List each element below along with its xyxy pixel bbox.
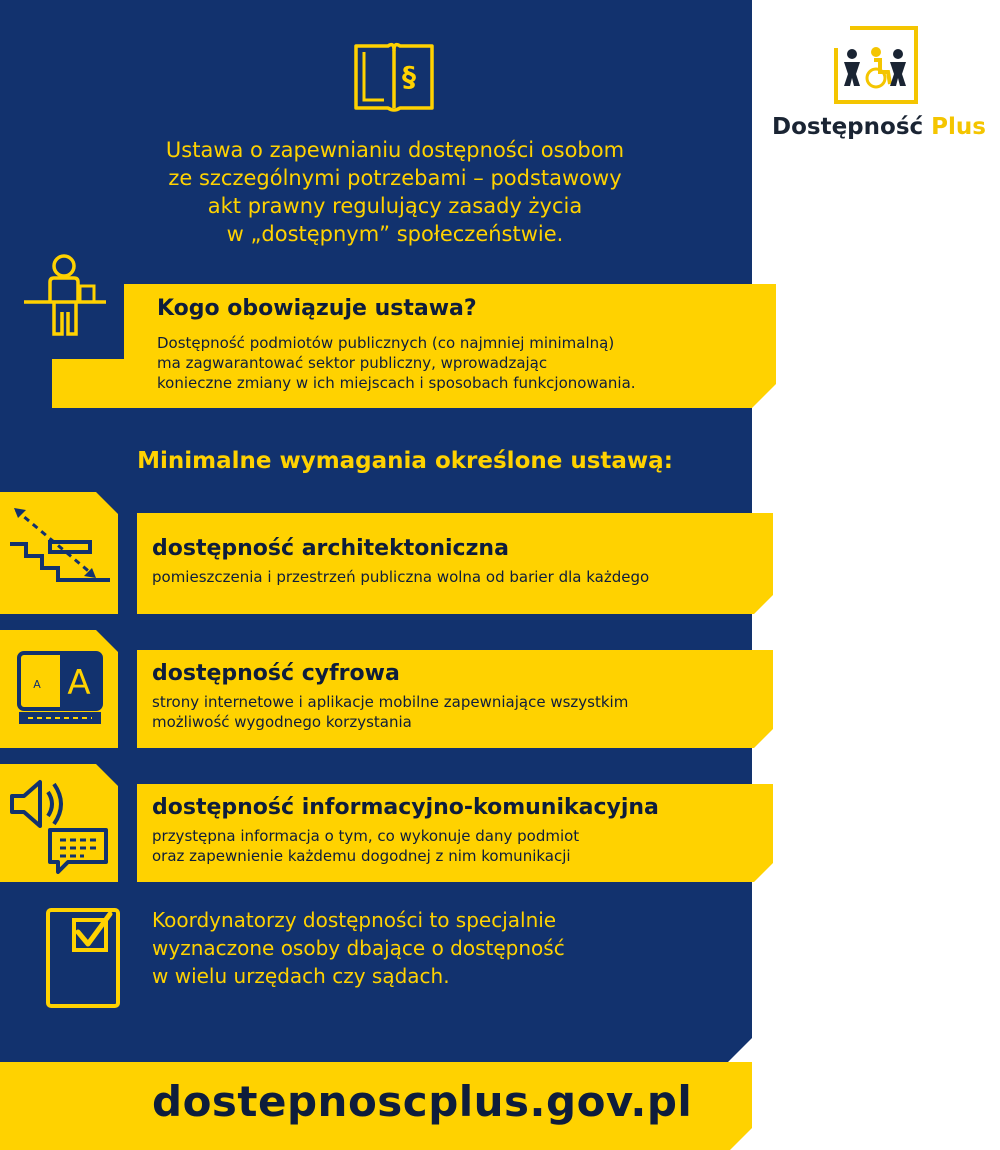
kogo-line: ma zagwarantować sektor publiczny, wprowadzając: [157, 354, 548, 372]
person-at-desk-icon: [20, 252, 112, 344]
monitor-font-icon: [16, 650, 104, 728]
kogo-title: Kogo obowiązuje ustawa?: [157, 296, 477, 321]
coordinators-line: wyznaczone osoby dbające o dostępność: [152, 936, 565, 960]
logo-wordmark: [772, 114, 986, 140]
paragraph-symbol: §: [402, 60, 416, 93]
requirement-line: przystępna informacja o tym, co wykonuje dany podmiot: [152, 827, 580, 845]
website-link[interactable]: dostepnoscplus.gov.pl: [152, 1077, 693, 1126]
minimal-requirements-heading: Minimalne wymagania określone ustawą:: [137, 448, 673, 474]
kogo-line: konieczne zmiany w ich miejscach i sposobach funkcjonowania.: [157, 374, 636, 392]
requirement-description-architecture: [152, 567, 752, 587]
logo-word-dostepnosc: Dostępność: [772, 114, 924, 140]
requirement-description-digital: [152, 692, 752, 732]
book-paragraph-icon: [348, 38, 440, 118]
small-letter: A: [33, 678, 41, 691]
requirement-line: oraz zapewnienie każdemu dogodnej z nim komunikacji: [152, 847, 571, 865]
coordinators-line: w wielu urzędach czy sądach.: [152, 964, 450, 988]
coordinators-text: [152, 906, 712, 990]
logo-word-plus: Plus: [931, 114, 986, 140]
accessibility-people-logo-icon: [830, 24, 920, 106]
speaker-chat-icon: [8, 774, 112, 874]
information-icon-tile: [0, 764, 118, 882]
intro-text: [120, 136, 670, 248]
kogo-line: Dostępność podmiotów publicznych (co najmniej minimalną): [157, 334, 615, 352]
requirement-line: pomieszczenia i przestrzeń publiczna wolna od barier dla każdego: [152, 568, 650, 586]
intro-line: ze szczególnymi potrzebami – podstawowy: [168, 166, 622, 190]
architecture-icon-tile: [0, 492, 118, 614]
requirement-description-information: [152, 826, 752, 866]
digital-icon-tile: [0, 630, 118, 748]
intro-line: Ustawa o zapewnianiu dostępności osobom: [165, 138, 625, 162]
requirement-line: strony internetowe i aplikacje mobilne zapewniające wszystkim: [152, 693, 629, 711]
requirement-title-digital: dostępność cyfrowa: [152, 661, 400, 686]
requirement-line: możliwość wygodnego korzystania: [152, 713, 412, 731]
requirement-title-information: dostępność informacyjno-komunikacyjna: [152, 795, 659, 820]
requirement-title-architecture: dostępność architektoniczna: [152, 536, 509, 561]
stairs-ramp-icon: [6, 504, 114, 594]
big-letter: A: [67, 663, 91, 703]
intro-line: akt prawny regulujący zasady życia: [207, 194, 583, 218]
kogo-description: [157, 333, 717, 393]
intro-line: w „dostępnym” społeczeństwie.: [226, 222, 564, 246]
requirement-box-architecture: [137, 513, 773, 614]
coordinators-line: Koordynatorzy dostępności to specjalnie: [152, 908, 557, 932]
checklist-icon: [44, 906, 122, 1010]
